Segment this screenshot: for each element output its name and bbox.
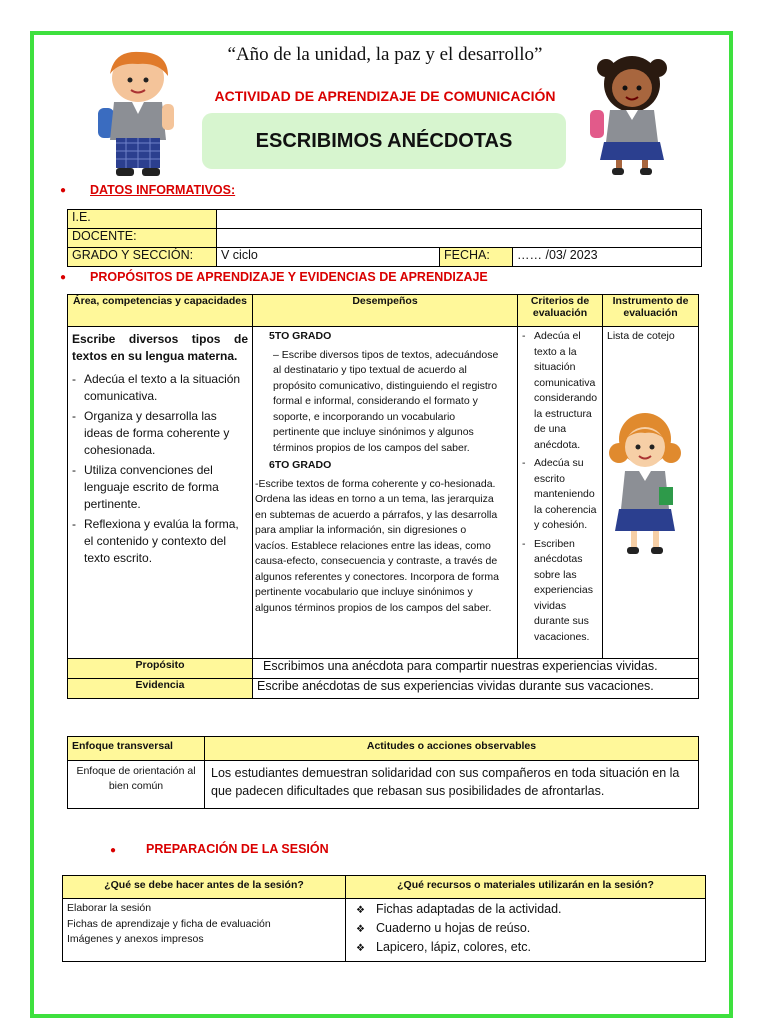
girl-illustration	[584, 52, 680, 178]
year-motto: “Año de la unidad, la paz y el desarrollo”	[227, 44, 543, 65]
grado-value: V ciclo	[217, 248, 440, 267]
header-instrumento: Instrumento de evaluación	[603, 295, 699, 327]
proposito-value: Escribimos una anécdota para compartir nuestras experiencias vividas.	[253, 659, 699, 679]
header-desempenos: Desempeños	[253, 295, 518, 327]
list-item: ❖ Lapicero, lápiz, colores, etc.	[350, 939, 701, 956]
preparacion-table	[62, 875, 706, 962]
docente-value	[217, 229, 702, 248]
preparacion-heading: PREPARACIÓN DE LA SESIÓN	[146, 842, 329, 856]
propositos-table	[67, 294, 699, 699]
fecha-label: FECHA:	[440, 248, 513, 267]
instrumento-text: Lista de cotejo	[607, 330, 675, 342]
enfoque-header: Enfoque transversal	[68, 737, 205, 761]
list-item: ❖ Cuaderno u hojas de reúso.	[350, 920, 701, 937]
grado5-title: 5TO GRADO	[269, 330, 332, 342]
ie-value	[217, 210, 702, 229]
girl-reading-illustration	[605, 409, 685, 565]
list-item: Imágenes y anexos impresos	[67, 933, 204, 945]
proposito-label: Propósito	[68, 659, 253, 679]
list-item: Elaborar la sesión	[67, 902, 152, 914]
list-item: - Escriben anécdotas sobre las experiencias vividas durante sus vacaciones.	[522, 537, 598, 646]
grado6-title: 6TO GRADO	[269, 459, 332, 471]
bullet-icon: ●	[60, 272, 67, 283]
bullet-icon: ●	[110, 845, 117, 856]
datos-table	[67, 209, 702, 267]
list-item: ❖ Fichas adaptadas de la actividad.	[350, 901, 701, 918]
grado5-text: – Escribe diversos tipos de textos, adecuándose al destinatario y tipo textual de acuerdo al propósito comunicativo, distinguiendo el registro formal e informal, considerando el formato y soporte, e incorporando un vocabulario pertinente que incluye sinónimos y algunos términos propios de los campos del saber.	[273, 348, 499, 454]
list-item: Fichas de aprendizaje y ficha de evaluación	[67, 917, 271, 930]
grado-label: GRADO Y SECCIÓN:	[68, 248, 217, 267]
list-item: - Utiliza convenciones del lenguaje escrito de forma pertinente.	[72, 462, 248, 513]
ie-label: I.E.	[68, 210, 217, 229]
recursos-header: ¿Qué recursos o materiales utilizarán en la sesión?	[346, 876, 706, 899]
bullet-icon: ●	[60, 185, 67, 196]
datos-heading: DATOS INFORMATIVOS:	[90, 183, 236, 197]
evidencia-label: Evidencia	[68, 679, 253, 699]
grado6-text: -Escribe textos de forma coherente y co-hesionada. Ordena las ideas en torno a un tema, las jerarquiza en subtemas de acuerdo a párrafos, y las desarrolla para ampliar la información, sin digresiones o vacíos. Establece relaciones entre las ideas, como causa-efecto, consecuencia y contraste, a través de algunos referentes y conectores. Incorpora de forma pertinente vocabulario que incluye sinónimos y algunos términos propios de los campos del saber.	[255, 477, 499, 614]
enfoque-table	[67, 736, 699, 809]
evidencia-value: Escribe anécdotas de sus experiencias vividas durante sus vacaciones.	[253, 679, 699, 699]
activity-title: ACTIVIDAD DE APRENDIZAJE DE COMUNICACIÓN	[214, 88, 556, 104]
capacidades-list	[72, 371, 248, 567]
header-area: Área, competencias y capacidades	[68, 295, 253, 327]
grado5-desc: Escribe diversos tipos de textos, adecuándose al destinatario y tipo textual de acuerdo al propósito comunicativo, distinguiendo el registro formal e informal, considerando el formato y soporte, e incorporando un vocabulario pertinente que incluye sinónimos y algunos términos propios de los campos del saber.	[273, 348, 499, 454]
antes-header: ¿Qué se debe hacer antes de la sesión?	[63, 876, 346, 899]
list-item: - Reflexiona y evalúa la forma, el contenido y contexto del texto escrito.	[72, 516, 248, 567]
recursos-list	[350, 901, 701, 956]
actitudes-header: Actitudes o acciones observables	[205, 737, 699, 761]
actitudes-value: Los estudiantes demuestran solidaridad con sus compañeros en toda situación en la que padecen dificultades que rebasan sus posibilidades de afrontarlas.	[205, 761, 699, 809]
list-item: - Organiza y desarrolla las ideas de forma coherente y cohesionada.	[72, 408, 248, 459]
boy-illustration	[88, 48, 192, 178]
criterios-list	[522, 329, 598, 645]
propositos-heading: PROPÓSITOS DE APRENDIZAJE Y EVIDENCIAS DE APRENDIZAJE	[90, 270, 488, 284]
enfoque-value: Enfoque de orientación al bien común	[68, 761, 205, 809]
list-item: - Adecúa su escrito manteniendo la coherencia y cohesión.	[522, 456, 598, 534]
fecha-value: …… /03/ 2023	[513, 248, 702, 267]
session-title-banner: ESCRIBIMOS ANÉCDOTAS	[202, 113, 566, 169]
header-criterios: Criterios de evaluación	[518, 295, 603, 327]
docente-label: DOCENTE:	[68, 229, 217, 248]
list-item: - Adecúa el texto a la situación comunicativa.	[72, 371, 248, 405]
competencia: Escribe diversos tipos de textos en su lengua materna.	[72, 332, 248, 363]
list-item: - Adecúa el texto a la situación comunicativa considerando la estructura de una anécdota.	[522, 329, 598, 453]
